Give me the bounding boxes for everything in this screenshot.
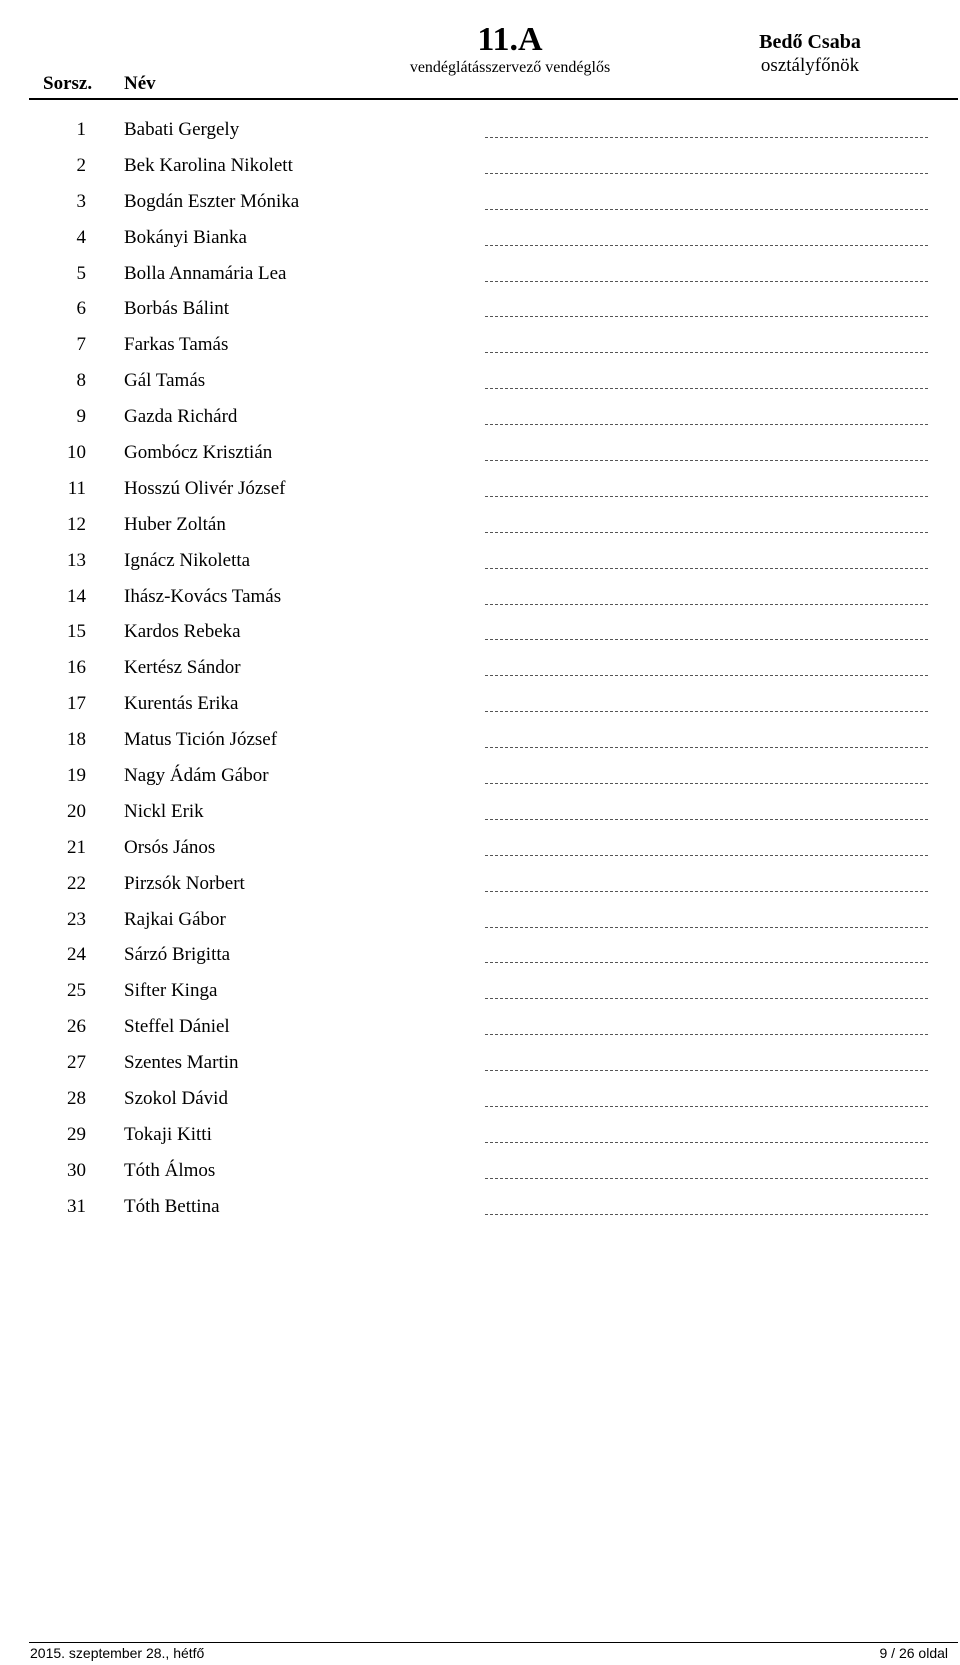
student-row (0, 1190, 960, 1226)
student-number: 11 (67, 477, 86, 499)
student-row (0, 400, 960, 436)
signature-line (485, 209, 928, 210)
student-name: Szokol Dávid (124, 1088, 228, 1110)
signature-line (485, 819, 928, 820)
student-name: Szentes Martin (124, 1052, 239, 1074)
student-row (0, 903, 960, 939)
signature-line (485, 1178, 928, 1179)
signature-line (485, 604, 928, 605)
student-name: Pirzsók Norbert (124, 872, 245, 894)
signature-line (485, 173, 928, 174)
student-number: 1 (76, 119, 86, 140)
student-name: Nagy Ádám Gábor (124, 765, 269, 787)
class-info (365, 22, 655, 78)
student-row (0, 1046, 960, 1082)
student-number: 21 (67, 836, 86, 858)
student-row (0, 1154, 960, 1190)
signature-line (485, 245, 928, 246)
class-name: 11.A (477, 21, 543, 58)
student-row (0, 472, 960, 508)
teacher-role: osztályfőnök (760, 55, 860, 76)
student-number: 31 (67, 1195, 86, 1217)
student-name: Bogdán Eszter Mónika (124, 190, 300, 212)
student-row (0, 938, 960, 974)
student-number: 26 (67, 1016, 86, 1038)
signature-line (485, 568, 928, 569)
teacher-info (730, 30, 890, 78)
student-name: Sifter Kinga (124, 980, 218, 1002)
student-row (0, 687, 960, 723)
footer-date: 2015. szeptember 28., hétfő (30, 1645, 205, 1661)
student-number: 24 (67, 944, 86, 966)
signature-line (485, 998, 928, 999)
student-row (0, 651, 960, 687)
student-number: 29 (67, 1123, 86, 1145)
student-row (0, 615, 960, 651)
student-row (0, 364, 960, 400)
signature-line (485, 316, 928, 317)
student-number: 18 (67, 729, 86, 751)
student-name: Sárzó Brigitta (124, 944, 231, 966)
signature-line (485, 783, 928, 784)
signature-line (485, 1070, 928, 1071)
signature-line (485, 460, 928, 461)
student-name: Hosszú Olivér József (124, 477, 286, 499)
student-row (0, 867, 960, 903)
student-name: Farkas Tamás (124, 334, 229, 356)
student-name: Bek Karolina Nikolett (124, 154, 293, 176)
student-number: 9 (76, 406, 86, 428)
footer-divider (29, 1642, 958, 1643)
student-number: 17 (67, 693, 86, 715)
student-name: Babati Gergely (124, 119, 240, 140)
student-number: 16 (67, 657, 86, 679)
student-number: 2 (76, 154, 86, 176)
student-row (0, 544, 960, 580)
signature-line (485, 927, 928, 928)
signature-line (485, 855, 928, 856)
student-name: Gazda Richárd (124, 406, 238, 428)
signature-line (485, 388, 928, 389)
student-name: Kertész Sándor (124, 657, 241, 679)
signature-line (485, 532, 928, 533)
signature-line (485, 496, 928, 497)
student-number: 30 (67, 1159, 86, 1181)
student-number: 12 (67, 513, 86, 535)
student-row (0, 974, 960, 1010)
student-row (0, 149, 960, 185)
student-row (0, 508, 960, 544)
signature-line (485, 711, 928, 712)
student-number: 14 (67, 585, 86, 607)
student-row (0, 257, 960, 293)
student-number: 25 (67, 980, 86, 1002)
signature-line (485, 281, 928, 282)
student-number: 28 (67, 1088, 86, 1110)
student-number: 23 (67, 908, 86, 930)
student-number: 4 (76, 226, 86, 248)
student-row (0, 795, 960, 831)
student-row (0, 831, 960, 867)
student-row (0, 759, 960, 795)
signature-line (485, 352, 928, 353)
student-number: 20 (67, 800, 86, 822)
signature-line (485, 639, 928, 640)
student-number: 22 (67, 872, 86, 894)
signature-line (485, 1142, 928, 1143)
student-number: 8 (76, 370, 86, 392)
student-row (0, 292, 960, 328)
student-name: Matus Tición József (124, 729, 278, 751)
student-name: Steffel Dániel (124, 1016, 230, 1038)
student-number: 19 (67, 765, 86, 787)
signature-line (485, 962, 928, 963)
class-profession: vendéglátásszervező vendéglős (409, 59, 611, 76)
student-name: Tokaji Kitti (124, 1123, 212, 1145)
student-row (0, 1118, 960, 1154)
page-number: 9 / 26 oldal (879, 1645, 948, 1661)
column-header-number: Sorsz. (43, 73, 93, 94)
student-name: Tóth Bettina (124, 1195, 220, 1217)
signature-line (485, 675, 928, 676)
signature-line (485, 747, 928, 748)
student-row (0, 1082, 960, 1118)
student-name: Kurentás Erika (124, 693, 239, 715)
student-row (0, 113, 960, 149)
signature-line (485, 1106, 928, 1107)
student-roster (0, 113, 960, 1226)
student-name: Gál Tamás (124, 370, 206, 392)
student-number: 3 (76, 190, 86, 212)
student-name: Rajkai Gábor (124, 908, 226, 930)
teacher-name: Bedő Csaba (759, 31, 861, 53)
student-number: 6 (76, 298, 86, 320)
column-header-name: Név (124, 73, 156, 94)
signature-line (485, 424, 928, 425)
student-number: 15 (67, 621, 86, 643)
student-number: 7 (76, 334, 86, 356)
header-divider (29, 98, 958, 100)
student-row (0, 185, 960, 221)
student-row (0, 436, 960, 472)
student-row (0, 221, 960, 257)
student-name: Orsós János (124, 836, 216, 858)
page-header (0, 0, 960, 100)
student-name: Tóth Álmos (124, 1159, 216, 1181)
student-name: Bokányi Bianka (124, 226, 247, 248)
signature-line (485, 1034, 928, 1035)
signature-line (485, 1214, 928, 1215)
student-row (0, 1010, 960, 1046)
student-name: Huber Zoltán (124, 513, 226, 535)
student-name: Ignácz Nikoletta (124, 549, 251, 571)
student-name: Nickl Erik (124, 800, 204, 822)
student-name: Ihász-Kovács Tamás (124, 585, 282, 607)
student-name: Borbás Bálint (124, 298, 230, 320)
student-number: 13 (67, 549, 86, 571)
student-row (0, 723, 960, 759)
student-number: 27 (67, 1052, 86, 1074)
student-number: 5 (76, 262, 86, 284)
student-name: Kardos Rebeka (124, 621, 241, 643)
student-name: Gombócz Krisztián (124, 442, 273, 464)
student-number: 10 (67, 442, 86, 464)
student-row (0, 580, 960, 616)
signature-line (485, 891, 928, 892)
signature-line (485, 137, 928, 138)
student-name: Bolla Annamária Lea (124, 262, 287, 284)
student-row (0, 328, 960, 364)
